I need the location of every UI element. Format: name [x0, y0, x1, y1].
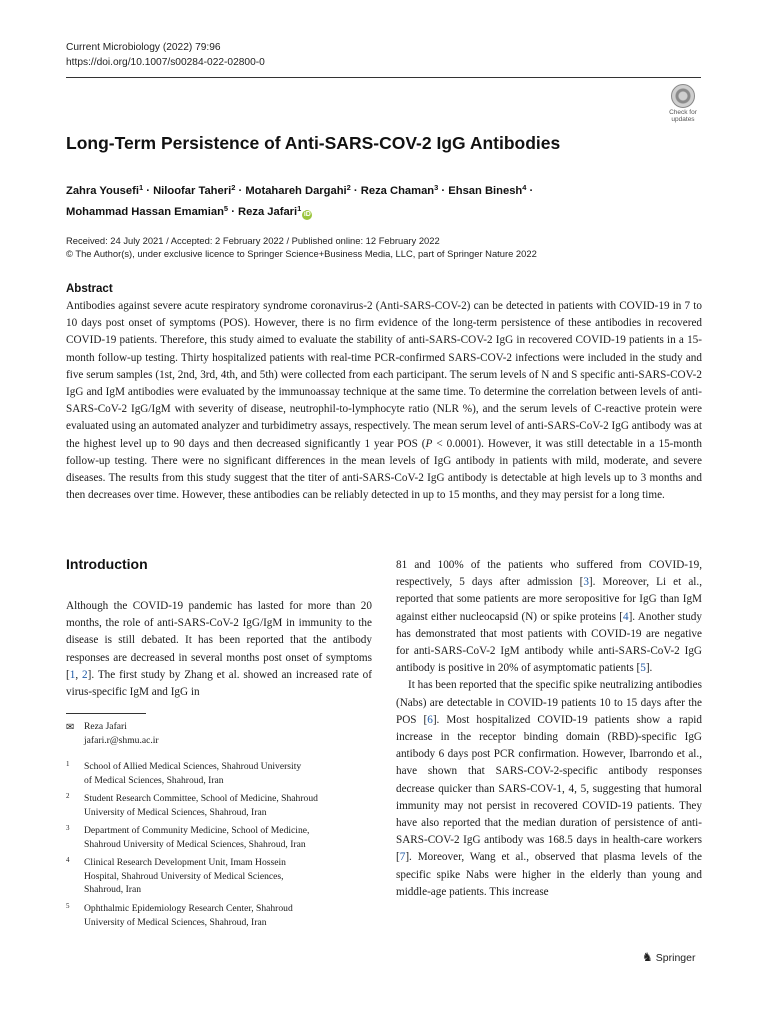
- author-5[interactable]: Ehsan Binesh$^4$: [448, 183, 527, 197]
- citation-link[interactable]: 3: [583, 576, 589, 589]
- header-divider: [66, 77, 701, 78]
- abstract-text: Antibodies against severe acute respiratory syndrome coronavirus-2 (Anti-SARS-COV-2) can be detected in patients with COVID-19 in 7 to 10 days post onset of symptoms (POS). However, there is no firm evidence of the long-term persistence of these antibodies in recovered COVID-19 patients. Therefore, this study aimed to evaluate the stability of anti-SARS-COV-2 IgG in recovered COVID-19 patients in a 15-month follow-up testing. Thirty hospitalized patients with real-time PCR-confirmed SARS-COV-2 infections were included in the study and five serum samples (1st, 2nd, 3rd, 4th, and 5th) were collected from each participant. The serum levels of N and S specific anti-SARS-COV-2 IgG and IgM antibodies were evaluated by the immunoassay technique at the same time. To determine the correlation between levels of anti-SARS-CoV-2 IgG/IgM with severity of disease, neutrophil-to-lymphocyte ratio (NLR %), and the serum levels of C-reactive protein were evaluated using an automated analyzer and turbidimetry assays, respectively. The mean serum level of anti-SARS-CoV-2 IgG antibody was at the highest level up to 90 days and then decreased significantly 1 year POS (P < 0.0001). However, it was still detectable in a 15-month follow-up testing. There were no significant differences in the mean levels of IgG antibody in patients with mild, moderate, and severe diseases. The results from this study suggest that the titer of anti-SARS-CoV-2 IgG antibody is detectable at high levels up to 3 months and then decreases over time. However, these antibodies can be reliably detected in up to 15 months, and they may persist for a long time.: [66, 300, 702, 502]
- paragraph: Although the COVID-19 pandemic has lasted for more than 20 months, the role of anti-SARS-CoV-2 IgG/IgM in immunity to the disease is still debated. It has been reported that the antibody responses are decreased in several months post onset of symptoms [1, 2]. The first study by Zhang et al. showed an increased rate of virus-specific IgM and IgG in: [66, 600, 372, 699]
- check-for-updates-icon: [671, 84, 695, 108]
- citation-link[interactable]: 1: [69, 668, 76, 681]
- affiliation-2: 2 Student Research Committee, School of Medicine, Shahroud University of Medical Sciences, Shahroud, Iran: [66, 792, 318, 818]
- citation-link[interactable]: 6: [427, 713, 433, 726]
- badge-line-1: Check for: [669, 109, 697, 116]
- affiliation-3: 3 Department of Community Medicine, School of Medicine, Shahroud University of Medical Sciences, Shahroud, Iran: [66, 824, 310, 850]
- article-title: Long-Term Persistence of Anti-SARS-COV-2 IgG Antibodies: [66, 133, 561, 153]
- publisher-logo: [642, 950, 695, 964]
- intro-column-left: [66, 598, 372, 701]
- affiliation-5: 5 Ophthalmic Epidemiology Research Center, Shahroud University of Medical Sciences, Shahroud, Iran: [66, 902, 293, 928]
- badge-line-2: updates: [671, 116, 695, 123]
- abstract-heading: Abstract: [66, 283, 113, 295]
- corresponding-author: Reza Jafari: [84, 721, 127, 732]
- author-4[interactable]: Reza Chaman$^3$: [360, 183, 439, 197]
- author-1[interactable]: Zahra Yousefi$^1$: [66, 183, 144, 197]
- intro-column-right: [396, 557, 702, 901]
- author-list: Zahra Yousefi$^1$ · Niloofar Taheri$^2$ · Motahareh Dargahi$^2$ · Reza Chaman$^3$ · Ehsan Binesh$^4$ · Mohammad Hassan Emamian$^5$ · Reza Jafari$^1$iD: [66, 183, 534, 218]
- journal-header: [66, 40, 265, 70]
- author-3[interactable]: Motahareh Dargahi$^2$: [245, 183, 351, 197]
- citation-link[interactable]: 2: [82, 668, 88, 681]
- orcid-icon[interactable]: iD: [303, 211, 311, 218]
- dates-line: Received: 24 July 2021 / Accepted: 2 February 2022 / Published online: 12 February 2022: [66, 235, 440, 246]
- citation-link[interactable]: 5: [640, 662, 646, 675]
- journal-citation: Current Microbiology (2022) 79:96: [66, 42, 221, 53]
- citation-link[interactable]: 7: [399, 851, 406, 864]
- doi-link[interactable]: https://doi.org/10.1007/s00284-022-02800-0: [66, 57, 265, 68]
- affiliation-1: 1 School of Allied Medical Sciences, Shahroud University of Medical Sciences, Shahroud, Iran: [66, 760, 302, 786]
- citation-link[interactable]: 4: [622, 610, 629, 623]
- paragraph: It has been reported that the specific spike neutralizing antibodies (Nabs) are detectable in COVID-19 patients 10 to 15 days after the POS [6]. Most hospitalized COVID-19 patients show a rapid increase in the receptor binding domain (RBD)-specific IgG antibody 6 days post PCR confirmation. However, Ibarrondo et al., have shown that SARS-COV-2-specific antibody responses decrease quicker than SARS-COV-1, 4, 5, suggesting that humoral immunity may not persist in recovered COVID-19 patients. They have also reported that the median duration of persistence of anti-SARS-COV-2 IgG antibody was 168.5 days in health-care workers [7]. Moreover, Wang et al., observed that plasma levels of the specific spike Nabs were higher in the elderly than young and middle-age patients. This increase: [396, 679, 702, 898]
- springer-horse-icon: ♞: [642, 950, 653, 964]
- author-2[interactable]: Niloofar Taheri$^2$: [153, 183, 236, 197]
- publication-dates: [66, 234, 706, 260]
- author-6[interactable]: Mohammad Hassan Emamian$^5$: [66, 204, 229, 218]
- envelope-icon: ✉: [66, 722, 75, 733]
- paragraph: 81 and 100% of the patients who suffered from COVID-19, respectively, 5 days after admission [3]. Moreover, Li et al., reported that some patients are more seropositive for IgG than IgM against either nucleocapsid (N) or spike proteins [4]. Another study has demonstrated that most patients with COVID-19 are negative for anti-SARS-CoV-2 IgM antibody while anti-SARS-CoV-2 IgG antibody is positive in 20% of asymptomatic patients [5].: [396, 559, 702, 675]
- footnote-divider: [66, 713, 146, 714]
- introduction-heading: Introduction: [66, 556, 148, 572]
- copyright-line: © The Author(s), under exclusive licence to Springer Science+Business Media, LLC, part of Springer Nature 2022: [66, 248, 537, 259]
- check-for-updates-badge[interactable]: [662, 84, 704, 124]
- corresponding-email[interactable]: jafari.r@shmu.ac.ir: [84, 735, 159, 746]
- publisher-name: Springer: [655, 952, 696, 964]
- affiliation-4: 4 Clinical Research Development Unit, Imam Hossein Hospital, Shahroud University of Medical Sciences, Shahroud, Iran: [66, 856, 286, 896]
- author-7[interactable]: Reza Jafari$^1$: [238, 204, 302, 218]
